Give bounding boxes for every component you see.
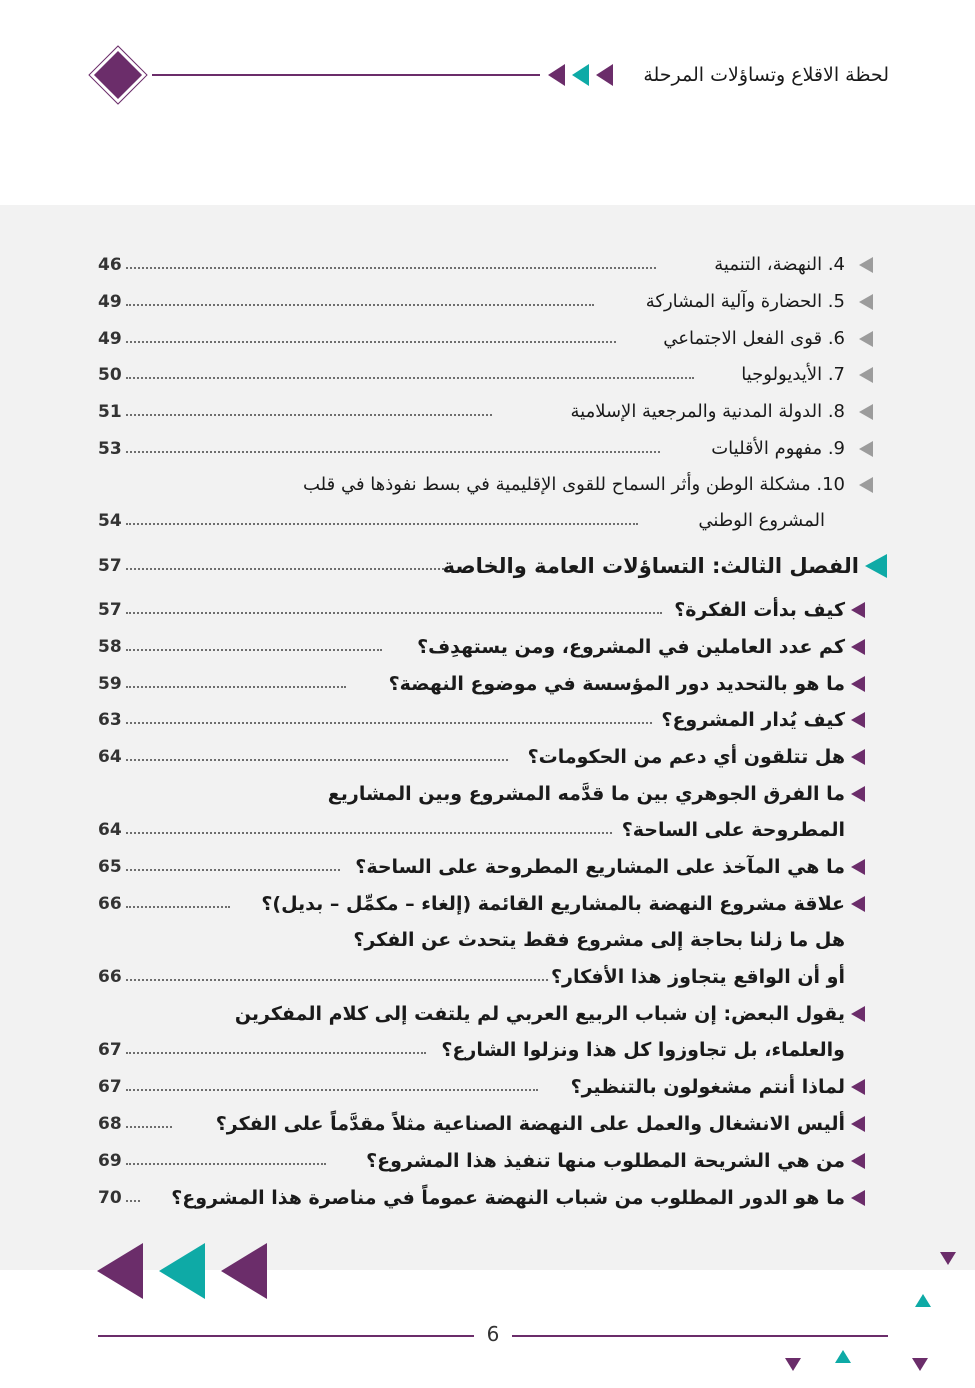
page-number: 64 — [98, 820, 122, 840]
gray-arrow-icon — [859, 331, 873, 347]
toc-entry[interactable]: 4. النهضة، التنمية 46 — [98, 248, 845, 282]
gray-arrow-icon — [859, 367, 873, 383]
page-number: 46 — [98, 255, 122, 275]
toc-entry[interactable]: 10. مشكلة الوطن وأثر السماح للقوى الإقليمية في بسط نفوذها في قلب — [98, 468, 845, 502]
header-rule — [152, 74, 540, 76]
page-number: 67 — [98, 1077, 122, 1097]
page-number: 50 — [98, 365, 122, 385]
page-number: 66 — [98, 967, 122, 987]
toc-entry[interactable]: من هي الشريحة المطلوب منها تنفيذ هذا المشروع؟ 69 — [98, 1144, 845, 1178]
page-number: 66 — [98, 894, 122, 914]
dot-leader — [126, 341, 616, 343]
purple-arrow-icon — [851, 1153, 865, 1169]
page-number: 49 — [98, 292, 122, 312]
purple-arrow-icon — [851, 859, 865, 875]
small-triangle-icon — [915, 1294, 931, 1307]
toc-entry[interactable]: 8. الدولة المدنية والمرجعية الإسلامية 51 — [98, 395, 845, 429]
page-number: 69 — [98, 1151, 122, 1171]
page-number: 63 — [98, 710, 122, 730]
purple-arrow-icon — [851, 786, 865, 802]
triangle-icon — [572, 64, 589, 86]
purple-arrow-icon — [851, 1079, 865, 1095]
toc-entry[interactable]: 5. الحضارة وآلية المشاركة 49 — [98, 285, 845, 319]
dot-leader — [126, 722, 652, 724]
page-number: 53 — [98, 439, 122, 459]
purple-arrow-icon — [851, 896, 865, 912]
toc-entry[interactable]: ما هو الدور المطلوب من شباب النهضة عموماً في مناصرة هذا المشروع؟ 70 — [98, 1181, 845, 1215]
page-number: 54 — [98, 511, 122, 531]
dot-leader — [126, 568, 444, 570]
small-triangle-icon — [940, 1252, 956, 1265]
toc-entry[interactable]: 9. مفهوم الأقليات 53 — [98, 432, 845, 466]
dot-leader — [126, 1126, 172, 1128]
large-triangle-icon — [159, 1243, 205, 1299]
large-triangle-icon — [97, 1243, 143, 1299]
purple-arrow-icon — [851, 749, 865, 765]
diamond-ornament-icon — [94, 51, 142, 99]
dot-leader — [126, 304, 594, 306]
purple-arrow-icon — [851, 639, 865, 655]
gray-arrow-icon — [859, 294, 873, 310]
small-triangle-icon — [912, 1358, 928, 1371]
page-number: 64 — [98, 747, 122, 767]
purple-arrow-icon — [851, 1116, 865, 1132]
triangle-icon — [548, 64, 565, 86]
page-header — [0, 0, 975, 150]
toc-entry-continued[interactable]: أو أن الواقع يتجاوز هذا الأفكار؟ 66 — [98, 960, 845, 994]
large-triangle-icon — [221, 1243, 267, 1299]
dot-leader — [126, 451, 660, 453]
gray-arrow-icon — [859, 404, 873, 420]
dot-leader — [126, 267, 656, 269]
triangle-icon — [596, 64, 613, 86]
toc-entry[interactable]: كيف بدأت الفكرة؟ 57 — [98, 593, 845, 627]
dot-leader — [126, 649, 382, 651]
toc-entry[interactable]: 6. قوى الفعل الاجتماعي 49 — [98, 322, 845, 356]
page-number: 67 — [98, 1040, 122, 1060]
page-number: 59 — [98, 674, 122, 694]
page-number: 57 — [98, 600, 122, 620]
running-title: لحظة الاقلاع وتساؤلات المرحلة — [643, 64, 889, 86]
toc-entry[interactable]: كيف يُدار المشروع؟ 63 — [98, 703, 845, 737]
dot-leader — [126, 523, 638, 525]
dot-leader — [126, 906, 230, 908]
gray-arrow-icon — [859, 477, 873, 493]
purple-arrow-icon — [851, 1006, 865, 1022]
toc-entry-continued[interactable]: المطروحة على الساحة؟ 64 — [98, 813, 845, 847]
toc-entry[interactable]: علاقة مشروع النهضة بالمشاريع القائمة (إلغاء – مكمِّل – بديل)؟ 66 — [98, 887, 845, 921]
small-triangle-icon — [835, 1350, 851, 1363]
toc-entry-continued[interactable]: المشروع الوطني 54 — [98, 504, 845, 538]
chapter-heading[interactable]: الفصل الثالث: التساؤلات العامة والخاصة 57 — [98, 549, 845, 583]
page-number: 49 — [98, 329, 122, 349]
toc-entry[interactable]: ما هي المآخذ على المشاريع المطروحة على الساحة؟ 65 — [98, 850, 845, 884]
page-number-footer: 6 — [486, 1322, 500, 1346]
toc-entry[interactable]: هل ما زلنا بحاجة إلى مشروع فقط يتحدث عن الفكر؟ — [353, 929, 845, 951]
dot-leader — [126, 1163, 326, 1165]
toc-entry[interactable]: كم عدد العاملين في المشروع، ومن يستهدِف؟ 58 — [98, 630, 845, 664]
toc-entry[interactable]: ما الفرق الجوهري بين ما قدَّمه المشروع وبين المشاريع — [98, 777, 845, 811]
toc-entry[interactable]: أليس الانشغال والعمل على النهضة الصناعية مثلاً مقدَّماً على الفكر؟ 68 — [98, 1107, 845, 1141]
toc-entry[interactable]: هل تتلقون أي دعم من الحكومات؟ 64 — [98, 740, 845, 774]
dot-leader — [126, 1200, 140, 1202]
purple-arrow-icon — [851, 1190, 865, 1206]
footer-rule — [98, 1335, 474, 1337]
toc-entry[interactable]: يقول البعض: إن شباب الربيع العربي لم يلتفت إلى كلام المفكرين — [98, 997, 845, 1031]
dot-leader — [126, 869, 340, 871]
toc-entry[interactable]: ما هو بالتحديد دور المؤسسة في موضوع النهضة؟ 59 — [98, 667, 845, 701]
dot-leader — [126, 1052, 426, 1054]
purple-arrow-icon — [851, 676, 865, 692]
gray-arrow-icon — [859, 257, 873, 273]
dot-leader — [126, 759, 508, 761]
gray-arrow-icon — [859, 441, 873, 457]
toc-entry[interactable]: لماذا أنتم مشغولون بالتنظير؟ 67 — [98, 1070, 845, 1104]
dot-leader — [126, 414, 492, 416]
dot-leader — [126, 377, 694, 379]
page-number: 70 — [98, 1188, 122, 1208]
page-number: 58 — [98, 637, 122, 657]
page-number: 68 — [98, 1114, 122, 1134]
teal-arrow-icon — [865, 554, 887, 578]
page-number: 65 — [98, 857, 122, 877]
dot-leader — [126, 1089, 538, 1091]
toc-entry[interactable]: 7. الأيديولوجيا 50 — [98, 358, 845, 392]
dot-leader — [126, 612, 662, 614]
page-number: 57 — [98, 556, 122, 576]
dot-leader — [126, 686, 346, 688]
purple-arrow-icon — [851, 602, 865, 618]
dot-leader — [126, 979, 548, 981]
small-triangle-icon — [785, 1358, 801, 1371]
dot-leader — [126, 832, 612, 834]
footer-rule — [512, 1335, 888, 1337]
toc-entry-continued[interactable]: والعلماء، بل تجاوزوا كل هذا ونزلوا الشارع؟ 67 — [98, 1033, 845, 1067]
purple-arrow-icon — [851, 712, 865, 728]
page-number: 51 — [98, 402, 122, 422]
